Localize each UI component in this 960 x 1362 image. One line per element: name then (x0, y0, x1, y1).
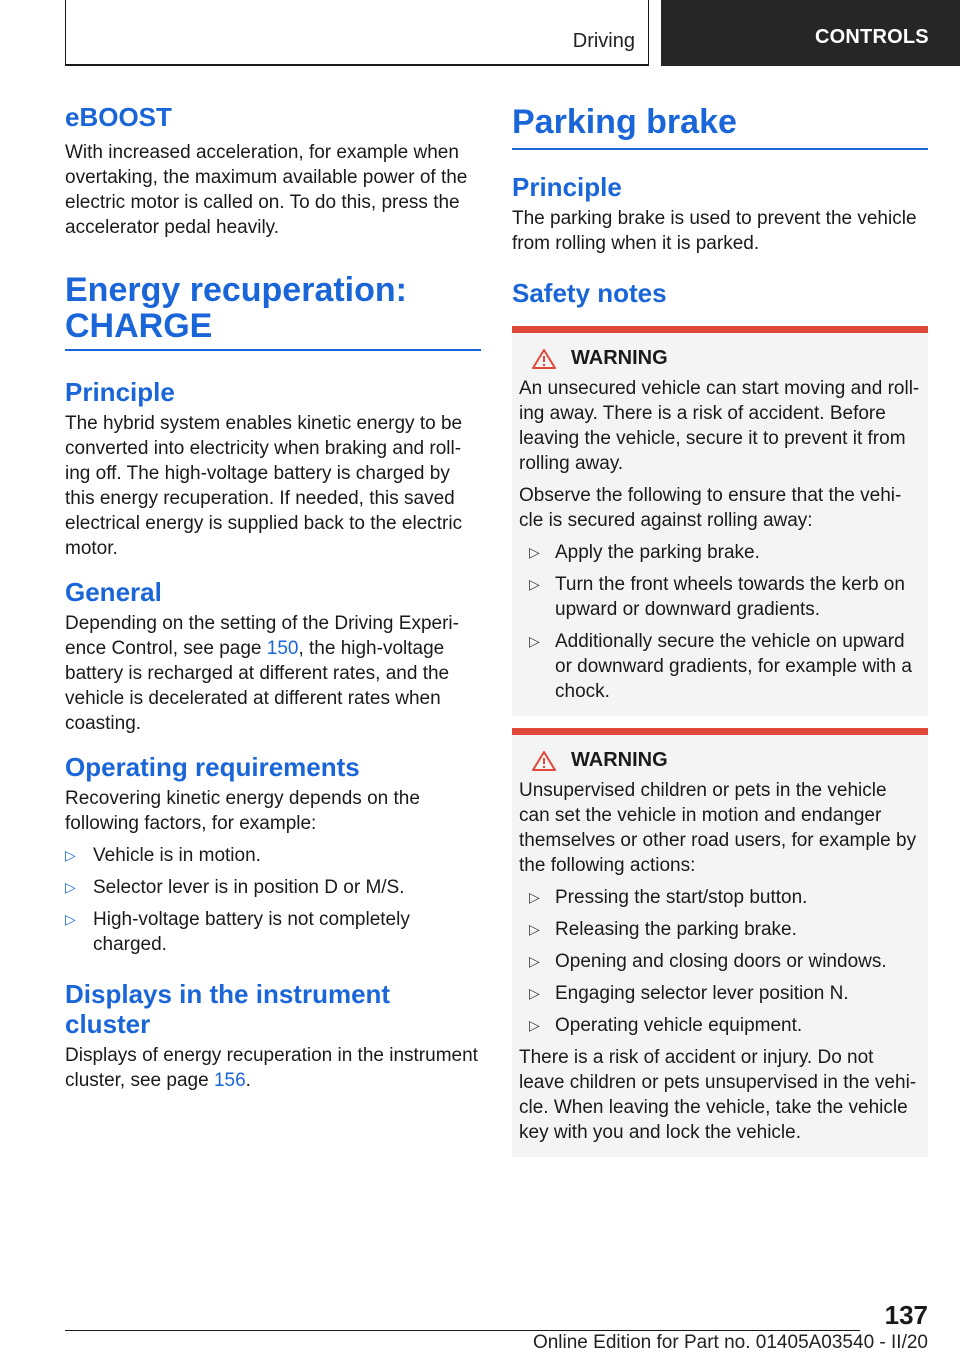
left-column (65, 100, 481, 1093)
page-number: 137 (884, 1300, 928, 1330)
warning-triangle-icon (531, 750, 557, 772)
header-chapter-tab (661, 0, 960, 66)
list-item-text: Releasing the parking brake. (555, 919, 797, 940)
general-text-part1: Depending on the setting of the Driving Experi‐ence Control, see page (65, 613, 459, 659)
page-link-156[interactable]: 156 (213, 1070, 246, 1091)
list-item (519, 1013, 921, 1038)
parking-brake-heading: Parking brake (512, 103, 737, 141)
warning-title-2 (519, 749, 921, 772)
list-item (519, 572, 921, 622)
warning-triangle-icon (531, 348, 557, 370)
warning-label: WARNING (571, 749, 668, 771)
triangle-right-icon: ▷ (529, 1017, 540, 1033)
safety-notes-heading: Safety notes (512, 278, 667, 308)
warning1-text2: Observe the following to ensure that the vehi‐cle is secured against rolling away: (519, 485, 902, 531)
list-item (519, 540, 921, 565)
displays-text (65, 1043, 481, 1093)
footer-edition: Online Edition for Part no. 01405A03540 - II/20 (532, 1332, 928, 1353)
list-item-text: Operating vehicle equipment. (555, 1015, 803, 1036)
list-item-text: Turn the front wheels towards the kerb on upward or downward gradients. (555, 574, 905, 620)
triangle-right-icon: ▷ (65, 847, 76, 863)
header-chapter-label: CONTROLS (815, 25, 929, 48)
list-item-text: Opening and closing doors or windows. (555, 951, 887, 972)
parking-principle-heading: Principle (512, 172, 622, 202)
energy-recuperation-heading (65, 272, 481, 344)
parking-principle-text: The parking brake is used to prevent the vehicle from rolling when it is parked. (512, 208, 917, 254)
operating-requirements-heading: Operating requirements (65, 752, 360, 782)
warning2-text2: There is a risk of accident or injury. Do not leave children or pets unsupervised in the vehi‐cle. When leaving the vehicle, take the vehicle key with you and lock the vehicle. (519, 1047, 917, 1143)
right-column (512, 100, 928, 1157)
warning-label: WARNING (571, 347, 668, 369)
general-heading: General (65, 577, 162, 607)
general-text-part2: , the high-voltage battery is recharged at different rates, and the vehicle is decelerated at different rates when coasting. (65, 638, 450, 734)
triangle-right-icon: ▷ (529, 889, 540, 905)
header-section: Driving (572, 30, 635, 52)
list-item-text: Selector lever is in position D or M/S. (93, 877, 405, 898)
displays-text-part2: . (245, 1070, 251, 1091)
energy-heading-line2: CHARGE (65, 307, 213, 345)
triangle-right-icon: ▷ (529, 576, 540, 592)
displays-heading-line1: Displays in the instrument (65, 979, 391, 1009)
requirements-list (65, 843, 481, 957)
list-item (519, 917, 921, 942)
triangle-right-icon: ▷ (529, 921, 540, 937)
triangle-right-icon: ▷ (529, 985, 540, 1001)
header-rule-left (65, 0, 66, 66)
page-link-150[interactable]: 150 (266, 638, 299, 659)
requirements-text: Recovering kinetic energy depends on the following factors, for example: (65, 788, 420, 834)
list-item-text: Engaging selector lever position N. (555, 983, 849, 1004)
triangle-right-icon: ▷ (529, 544, 540, 560)
header-rule-bottom (65, 64, 649, 66)
triangle-right-icon: ▷ (65, 911, 76, 927)
list-item (519, 949, 921, 974)
parking-brake-rule (512, 148, 928, 150)
list-item-text: High-voltage battery is not completely charged. (93, 909, 410, 955)
list-item-text: Pressing the start/stop button. (555, 887, 808, 908)
list-item-text: Additionally secure the vehicle on upward or downward gradients, for example with a chock. (555, 631, 912, 702)
header-rule-right (648, 0, 649, 66)
list-item-text: Vehicle is in motion. (93, 845, 261, 866)
triangle-right-icon: ▷ (529, 633, 540, 649)
principle-heading: Principle (65, 377, 175, 407)
warning-box-1 (512, 326, 928, 716)
energy-heading-rule (65, 349, 481, 351)
list-item-text: Apply the parking brake. (555, 542, 760, 563)
warning2-text: Unsupervised children or pets in the vehicle can set the vehicle in motion and endanger themselves or other road users, for example by the following actions: (519, 780, 917, 876)
energy-heading-line1: Energy recuperation: (65, 271, 407, 309)
general-text (65, 611, 481, 736)
list-item (65, 875, 481, 900)
footer-rule (65, 1330, 860, 1331)
displays-text-part1: Displays of energy recuperation in the instrument cluster, see page (65, 1045, 478, 1091)
list-item (519, 981, 921, 1006)
displays-heading (65, 979, 481, 1039)
list-item (65, 843, 481, 868)
warning-title-1 (519, 347, 921, 370)
eboost-text: With increased acceleration, for example when overtaking, the maximum available power of the electric motor is called on. To do this, press the accelerator pedal heavily. (65, 142, 468, 238)
triangle-right-icon: ▷ (529, 953, 540, 969)
displays-heading-line2: cluster (65, 1009, 151, 1039)
eboost-heading: eBOOST (65, 102, 172, 132)
triangle-right-icon: ▷ (65, 879, 76, 895)
list-item (65, 907, 481, 957)
principle-text: The hybrid system enables kinetic energy to be converted into electricity when braking and roll‐ing off. The high-voltage battery is charged by this energy recuperation. If needed, this saved electrical energy is supplied back to the electric motor. (65, 413, 463, 559)
list-item (519, 629, 921, 704)
warning-box-2 (512, 728, 928, 1157)
warning1-text: An unsecured vehicle can start moving and roll‐ing away. There is a risk of accident. Before leaving the vehicle, secure it to prevent it from rolling away. (519, 378, 920, 474)
warning1-list (519, 540, 921, 704)
list-item (519, 885, 921, 910)
warning2-list (519, 885, 921, 1038)
